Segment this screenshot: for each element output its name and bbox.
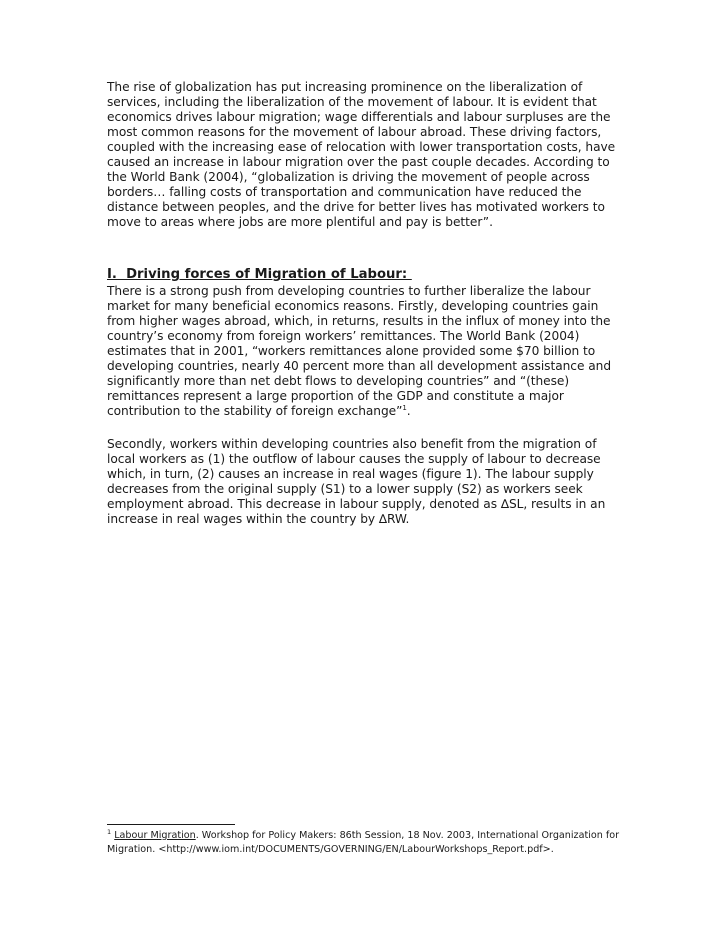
footnote-reference[interactable]: 1 [402, 403, 407, 412]
labour-supply-paragraph: Secondly, workers within developing countries also benefit from the migration of local workers as (1) the outflow of labour causes the supply of labour to decrease which, in turn, (2) causes an increase in real wages (figure 1). The labour supply decreases from the original supply (S1) to a lower supply (S2) as workers seek employment abroad. This decrease in labour supply, denoted as ∆SL, results in an increase in real wages within the country by ∆RW. [107, 437, 606, 526]
driving-forces-paragraph [107, 284, 622, 419]
footnote-mark: 1 [107, 827, 112, 836]
footnote-divider [107, 824, 235, 825]
section-heading: I. Driving forces of Migration of Labour: [107, 267, 412, 282]
intro-paragraph: The rise of globalization has put increasing prominence on the liberalization of services, including the liberalization of the movement of labour. It is evident that economics drives labour migration; wage differentials and labour surpluses are the most common reasons for the movement of labour abroad. These driving factors, coupled with the increasing ease of relocation with lower transportation costs, have caused an increase in labour migration over the past couple decades. According to the World Bank (2004), “globalization is driving the movement of people across borders… falling costs of transportation and communication have reduced the distance between peoples, and the drive for better lives has motivated workers to move to areas where jobs are more plentiful and pay is better”. [107, 80, 616, 229]
footnote-title: Labour Migration [114, 830, 196, 841]
driving-forces-text: There is a strong push from developing countries to further liberalize the labour market for many beneficial economics reasons. Firstly, developing countries gain from higher wages abroad, which, in returns, results in the influx of money into the country’s economy from foreign workers’ remittances. The World Bank (2004) estimates that in 2001, “workers remittances alone provided some $70 billion to developing countries, nearly 40 percent more than all development assistance and significantly more than net debt flows to developing countries” and “(these) remittances represent a large proportion of the GDP and constitute a major contribution to the stability of foreign exchange” [107, 284, 612, 418]
footnote-text: . Workshop for Policy Makers: 86th Session, 18 Nov. 2003, International Organization for Migration. <http://www.iom.int/DOCUMENTS/GOVERNING/EN/LabourWorkshops_Report.pdf>. [107, 830, 620, 855]
footnote [107, 829, 622, 857]
paragraph-end-punctuation: . [406, 404, 411, 418]
